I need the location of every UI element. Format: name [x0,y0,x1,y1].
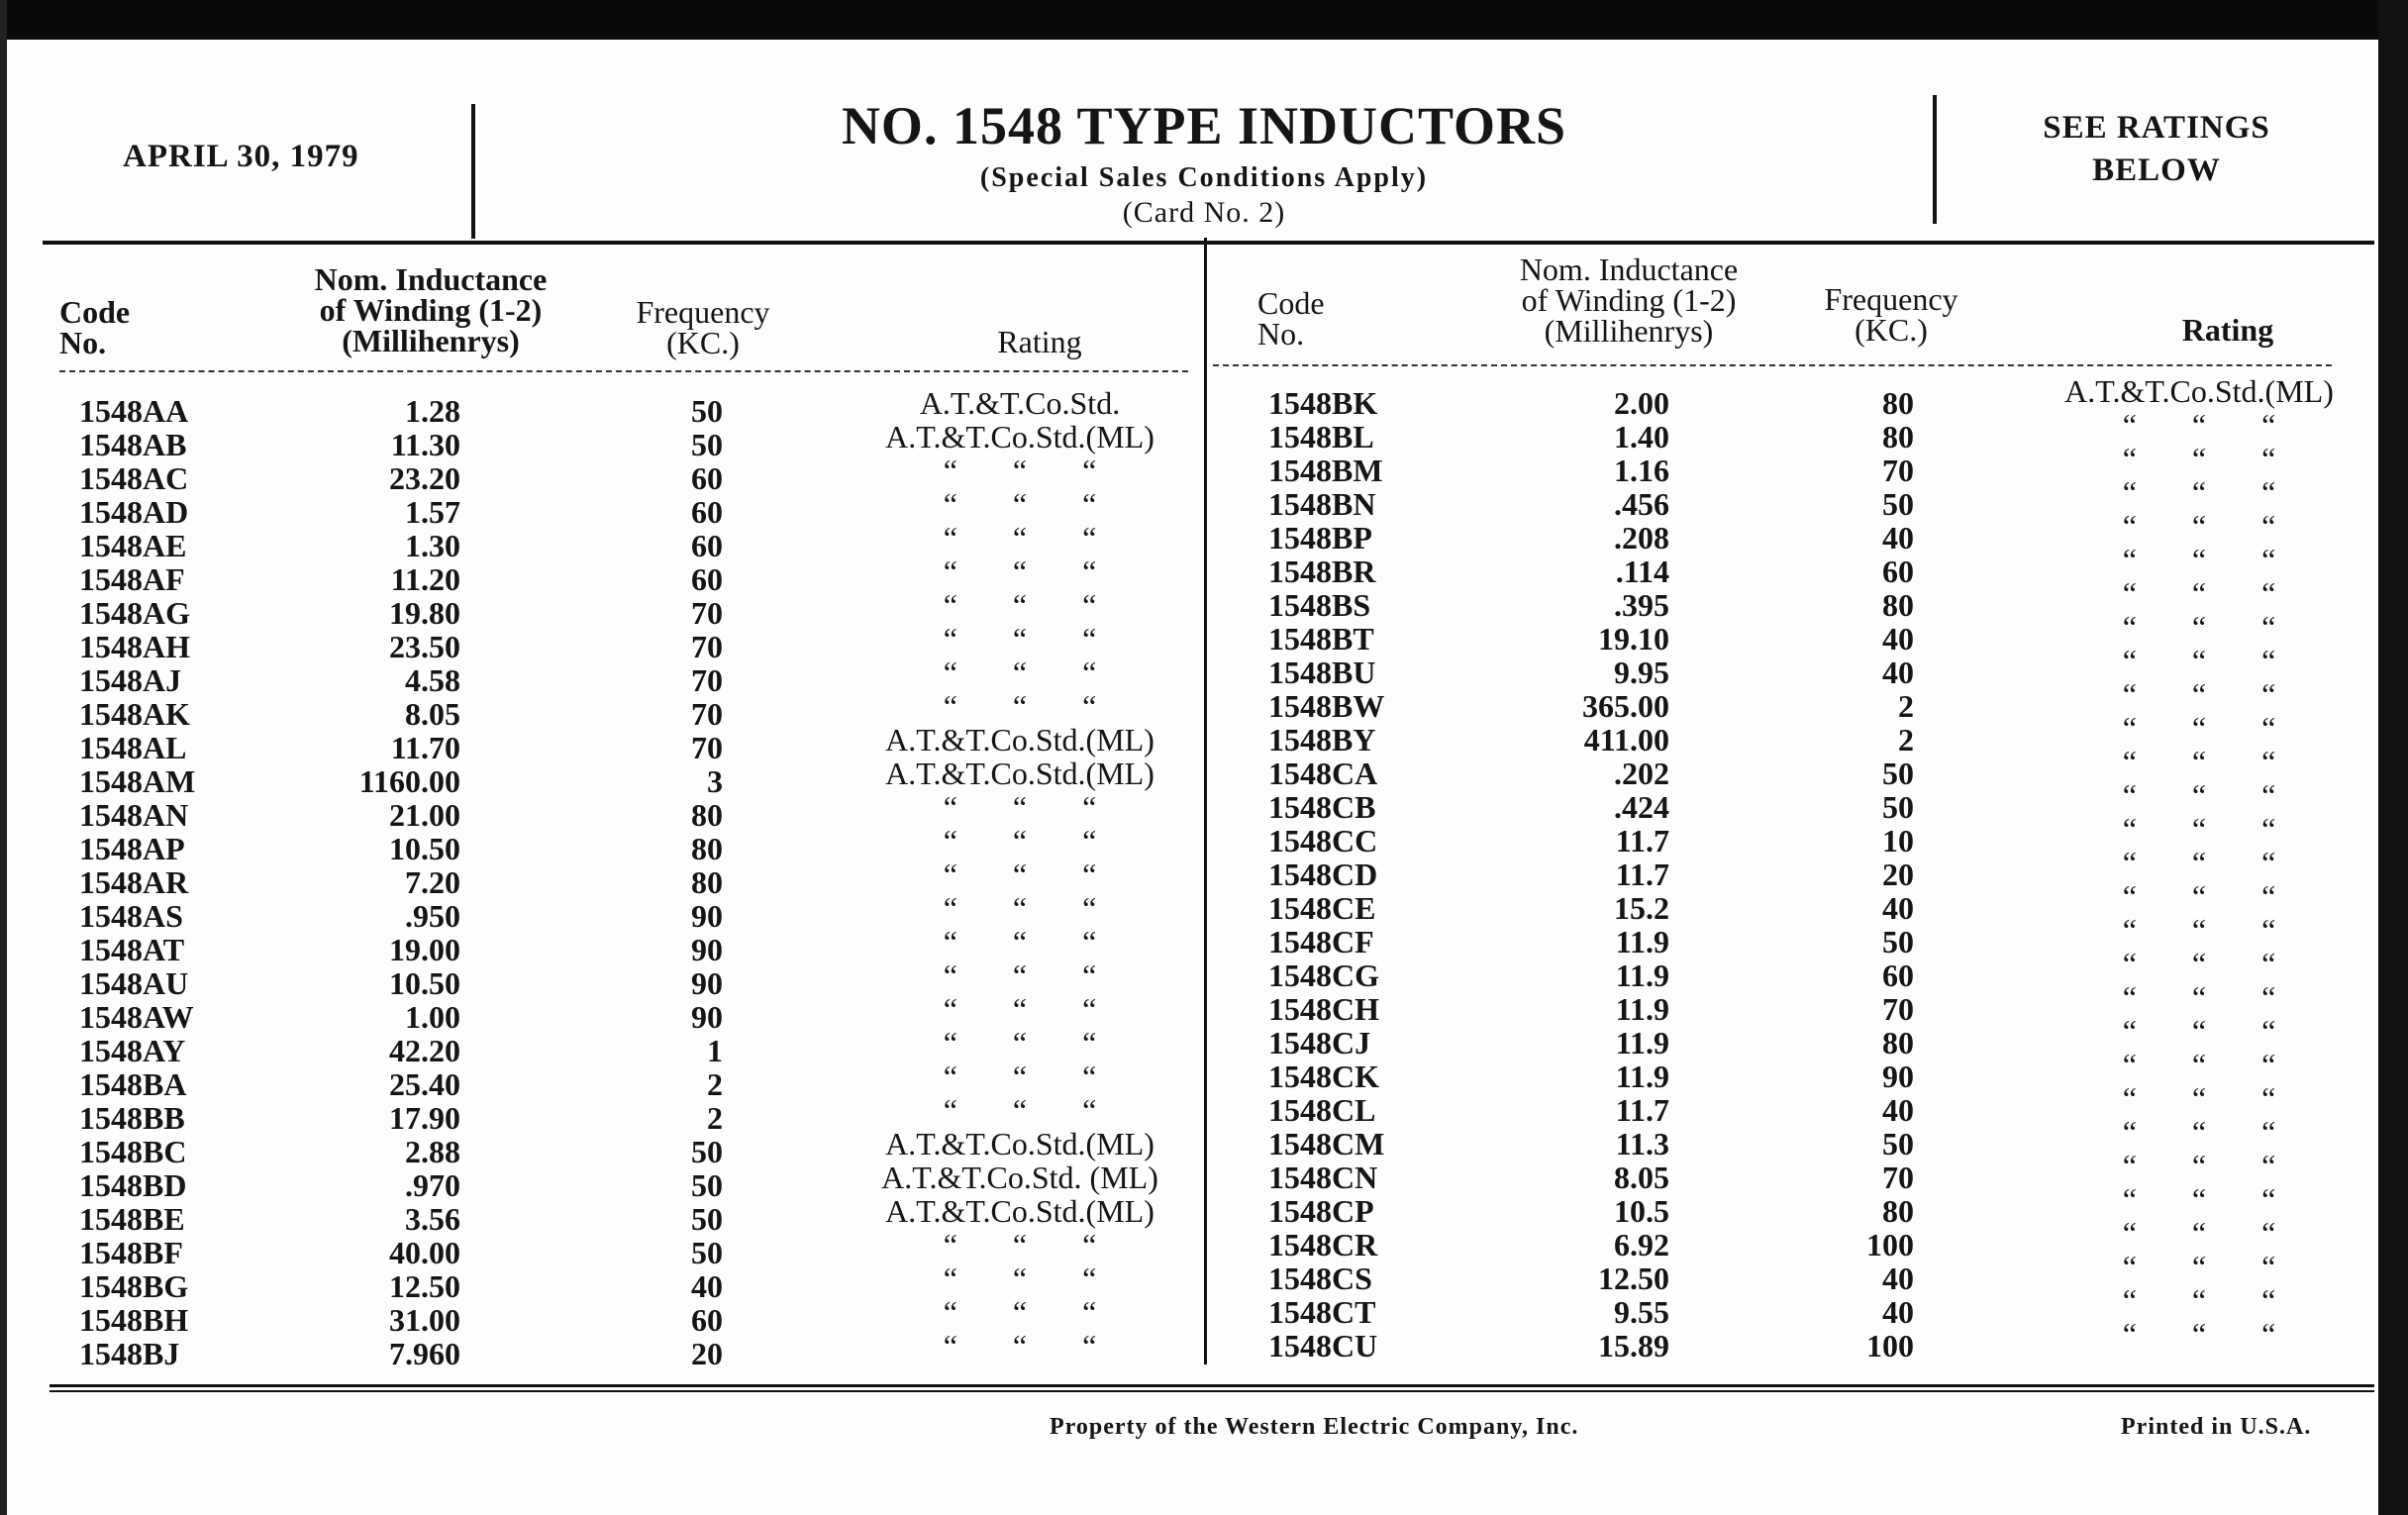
header-ind-line1: Nom. Inductance [314,261,548,297]
frequency-cell: 50 [1882,1126,1914,1162]
code-cell: 1548BS [1268,587,1371,623]
code-cell: 1548CD [1268,857,1378,892]
code-cell: 1548CL [1268,1092,1376,1128]
header-code-line1: Code [59,294,131,330]
frequency-cell: 60 [1882,554,1914,589]
header-ind-line3: (Millihenrys) [342,323,520,358]
code-cell: 1548AH [79,629,190,664]
frequency-cell: 70 [691,662,723,698]
rating-cell: “ “ “ [2122,1181,2276,1217]
inductance-cell: 11.9 [1615,924,1669,960]
frequency-cell: 40 [1882,520,1914,556]
rating-cell: A.T.&T.Co.Std.(ML) [885,722,1154,758]
rating-cell: “ “ “ [943,453,1097,488]
code-cell: 1548CS [1268,1261,1372,1296]
code-cell: 1548CB [1268,789,1376,825]
rating-cell: “ “ “ [943,587,1097,623]
frequency-cell: 70 [691,595,723,631]
rating-cell: “ “ “ [2122,441,2276,476]
frequency-cell: 70 [691,696,723,732]
inductance-cell: 11.20 [390,561,460,597]
right-header-dash-rule [1213,364,2332,366]
header-code-line1: Code [1257,285,1325,321]
code-cell: 1548AU [79,965,189,1001]
frequency-cell: 80 [1882,1193,1914,1229]
rating-cell: “ “ “ [943,520,1097,556]
rating-cell: “ “ “ [943,1227,1097,1262]
inductance-cell: 11.70 [390,730,460,765]
frequency-cell: 50 [691,393,723,429]
inductance-cell: 11.9 [1615,991,1669,1027]
frequency-cell: 70 [691,629,723,664]
inductance-cell: 1.40 [1614,419,1669,454]
header-ind-line1: Nom. Inductance [1519,252,1739,287]
header-freq-line1: Frequency [636,294,770,330]
inductance-cell: 31.00 [389,1302,460,1338]
code-cell: 1548AR [79,864,189,900]
header-freq-line1: Frequency [1824,281,1958,317]
inductance-cell: 23.20 [389,460,460,496]
rating-cell: “ “ “ [2122,744,2276,779]
code-cell: 1548BF [79,1235,183,1270]
code-cell: 1548AG [79,595,190,631]
code-cell: 1548CE [1268,890,1376,926]
inductance-cell: .202 [1614,756,1669,791]
inductance-cell: 19.80 [389,595,460,631]
right-header-rating: Rating [2181,312,2274,348]
frequency-cell: 40 [1882,1261,1914,1296]
frequency-cell: 50 [691,427,723,462]
scan-border-left [0,0,7,1515]
code-cell: 1548AJ [79,662,182,698]
rating-cell: “ “ “ [943,1059,1097,1094]
inductance-cell: 15.89 [1598,1328,1669,1364]
code-cell: 1548CN [1268,1160,1378,1195]
left-header-rating: Rating [997,324,1082,359]
inductance-cell: .424 [1614,789,1669,825]
code-cell: 1548BJ [79,1336,180,1371]
left-header-inductance [267,261,594,358]
rating-cell: A.T.&T.Co.Std. [919,385,1121,421]
bottom-rule-lower [50,1390,2374,1392]
rating-cell: “ “ “ [943,621,1097,656]
code-cell: 1548BY [1268,722,1376,758]
inductance-cell: 10.5 [1614,1193,1669,1229]
rating-cell: A.T.&T.Co.Std.(ML) [885,1126,1154,1162]
frequency-cell: 40 [1882,1294,1914,1330]
inductance-cell: 19.00 [389,932,460,967]
inductance-cell: 10.50 [389,831,460,866]
rating-cell: “ “ “ [2122,1282,2276,1318]
rating-cell: A.T.&T.Co.Std. (ML) [881,1160,1158,1195]
inductance-cell: 411.00 [1583,722,1669,758]
inductance-cell: 11.30 [390,427,460,462]
inductance-cell: 1160.00 [358,763,460,799]
inductance-cell: 8.05 [1614,1160,1669,1195]
rating-cell: “ “ “ [943,1261,1097,1296]
code-cell: 1548BC [79,1134,187,1169]
code-cell: 1548BU [1268,655,1376,690]
code-cell: 1548CA [1268,756,1378,791]
footer-property: Property of the Western Electric Company, Inc. [1050,1414,1579,1440]
code-cell: 1548AF [79,561,185,597]
rating-cell: “ “ “ [2122,575,2276,611]
rating-cell: “ “ “ [2122,845,2276,880]
rating-cell: “ “ “ [2122,1316,2276,1352]
rating-cell: “ “ “ [2122,407,2276,443]
left-header-code [59,294,178,360]
code-cell: 1548CC [1268,823,1378,858]
frequency-cell: 40 [1882,1092,1914,1128]
inductance-cell: 10.50 [389,965,460,1001]
code-cell: 1548CF [1268,924,1374,960]
frequency-cell: 2 [1898,722,1914,758]
frequency-cell: 60 [691,1302,723,1338]
right-header-frequency [1782,281,2000,348]
code-cell: 1548BG [79,1268,189,1304]
frequency-cell: 60 [691,528,723,563]
rating-cell: “ “ “ [943,823,1097,858]
bottom-rule-upper [50,1384,2374,1387]
frequency-cell: 80 [691,831,723,866]
code-cell: 1548AB [79,427,187,462]
header-freq-line2: (KC.) [666,325,740,360]
inductance-cell: 9.95 [1614,655,1669,690]
code-cell: 1548BD [79,1167,187,1203]
frequency-cell: 50 [1882,486,1914,522]
inductance-cell: .208 [1614,520,1669,556]
code-cell: 1548CK [1268,1059,1379,1094]
card-date: APRIL 30, 1979 [123,139,359,174]
code-cell: 1548BM [1268,453,1383,488]
code-cell: 1548AY [79,1033,186,1068]
inductance-cell: 21.00 [389,797,460,833]
inductance-cell: 11.7 [1615,823,1669,858]
frequency-cell: 2 [707,1100,723,1136]
inductance-cell: .950 [405,898,460,934]
rating-cell: “ “ “ [943,688,1097,724]
inductance-cell: 15.2 [1614,890,1669,926]
card-number: (Card No. 2) [1122,196,1286,229]
rating-cell: A.T.&T.Co.Std.(ML) [2064,373,2334,409]
rating-cell: A.T.&T.Co.Std.(ML) [885,1193,1154,1229]
rating-cell: “ “ “ [2122,676,2276,712]
page-subtitle: (Special Sales Conditions Apply) [979,162,1429,193]
frequency-cell: 80 [1882,1025,1914,1060]
inductance-cell: 12.50 [389,1268,460,1304]
frequency-cell: 90 [1882,1059,1914,1094]
code-cell: 1548AS [79,898,183,934]
right-header-code [1257,285,1376,352]
frequency-cell: 3 [707,763,723,799]
header-ind-line2: of Winding (1-2) [1521,282,1737,318]
inductance-cell: 1.28 [405,393,460,429]
ratings-note [1939,107,2374,192]
rating-cell: “ “ “ [2122,474,2276,510]
rating-cell: “ “ “ [2122,912,2276,948]
frequency-cell: 60 [691,561,723,597]
frequency-cell: 50 [1882,756,1914,791]
ratings-note-line2: BELOW [2092,152,2221,188]
frequency-cell: 1 [707,1033,723,1068]
frequency-cell: 20 [1882,857,1914,892]
page-title: NO. 1548 TYPE INDUCTORS [841,96,1567,155]
inductance-cell: 40.00 [389,1235,460,1270]
code-cell: 1548BL [1268,419,1374,454]
inductance-cell: .395 [1614,587,1669,623]
rating-cell: “ “ “ [943,655,1097,690]
frequency-cell: 50 [691,1134,723,1169]
frequency-cell: 40 [691,1268,723,1304]
inductance-cell: 7.960 [389,1336,460,1371]
inductance-cell: 11.7 [1615,1092,1669,1128]
rating-cell: “ “ “ [2122,1148,2276,1183]
code-cell: 1548BK [1268,385,1378,421]
rating-cell: “ “ “ [2122,542,2276,577]
frequency-cell: 100 [1866,1328,1914,1364]
frequency-cell: 40 [1882,655,1914,690]
rating-cell: “ “ “ [943,1328,1097,1364]
header-ind-line3: (Millihenrys) [1544,313,1714,349]
code-cell: 1548CT [1268,1294,1376,1330]
inductance-cell: 11.9 [1615,1025,1669,1060]
code-cell: 1548CP [1268,1193,1374,1229]
frequency-cell: 90 [691,965,723,1001]
inductance-cell: 11.7 [1615,857,1669,892]
rating-cell: “ “ “ [2122,777,2276,813]
inductance-cell: 3.56 [405,1201,460,1237]
code-cell: 1548BP [1268,520,1372,556]
rating-cell: “ “ “ [943,1294,1097,1330]
rating-cell: “ “ “ [943,1092,1097,1128]
rating-cell: “ “ “ [2122,1114,2276,1150]
header-ind-line2: of Winding (1-2) [319,292,543,328]
inductance-cell: 365.00 [1582,688,1669,724]
frequency-cell: 80 [1882,587,1914,623]
inductance-cell: 9.55 [1614,1294,1669,1330]
table-row [1268,1316,2377,1364]
inductance-cell: 6.92 [1614,1227,1669,1262]
rating-cell: “ “ “ [2122,1249,2276,1284]
code-cell: 1548AT [79,932,185,967]
inductance-cell: 17.90 [389,1100,460,1136]
inductance-cell: 2.00 [1614,385,1669,421]
rating-cell: “ “ “ [2122,811,2276,847]
frequency-cell: 50 [1882,924,1914,960]
rating-cell: “ “ “ [943,1025,1097,1060]
rating-cell: “ “ “ [2122,878,2276,914]
inductance-cell: 8.05 [405,696,460,732]
rating-cell: A.T.&T.Co.Std.(ML) [885,756,1154,791]
code-cell: 1548AA [79,393,189,429]
inductance-cell: 11.3 [1615,1126,1669,1162]
inductance-cell: 11.9 [1615,958,1669,993]
code-cell: 1548AD [79,494,189,530]
rating-cell: “ “ “ [2122,609,2276,645]
inductance-cell: 1.00 [405,999,460,1035]
code-cell: 1548BH [79,1302,189,1338]
rating-cell: “ “ “ [2122,1215,2276,1251]
frequency-cell: 50 [1882,789,1914,825]
rating-cell: “ “ “ [943,857,1097,892]
inductance-cell: 12.50 [1598,1261,1669,1296]
frequency-cell: 50 [691,1201,723,1237]
header-freq-line2: (KC.) [1855,312,1928,348]
left-header-frequency [594,294,812,360]
frequency-cell: 50 [691,1167,723,1203]
frequency-cell: 10 [1882,823,1914,858]
inductance-cell: 11.9 [1615,1059,1669,1094]
frequency-cell: 2 [1898,688,1914,724]
rating-cell: “ “ “ [943,486,1097,522]
rating-cell: “ “ “ [943,890,1097,926]
inductance-cell: 19.10 [1598,621,1669,656]
code-cell: 1548AM [79,763,196,799]
header-code-line2: No. [59,325,107,360]
right-header-inductance [1465,254,1792,347]
footer-printed: Printed in U.S.A. [2121,1414,2312,1440]
code-cell: 1548AW [79,999,194,1035]
frequency-cell: 70 [691,730,723,765]
frequency-cell: 70 [1882,991,1914,1027]
frequency-cell: 80 [691,797,723,833]
header-code-line2: No. [1257,316,1305,352]
frequency-cell: 60 [691,460,723,496]
inductance-cell: 23.50 [389,629,460,664]
frequency-cell: 60 [691,494,723,530]
frequency-cell: 100 [1866,1227,1914,1262]
rating-cell: “ “ “ [2122,710,2276,746]
code-cell: 1548AK [79,696,190,732]
inductance-cell: 1.30 [405,528,460,563]
inductance-cell: 4.58 [405,662,460,698]
rating-cell: “ “ “ [2122,946,2276,981]
frequency-cell: 80 [1882,419,1914,454]
inductance-cell: 7.20 [405,864,460,900]
frequency-cell: 90 [691,999,723,1035]
code-cell: 1548CU [1268,1328,1378,1364]
inductance-cell: .456 [1614,486,1669,522]
frequency-cell: 80 [1882,385,1914,421]
left-header-dash-rule [59,370,1188,372]
rating-cell: “ “ “ [943,958,1097,993]
rating-cell: “ “ “ [2122,643,2276,678]
rating-cell: “ “ “ [943,924,1097,960]
frequency-cell: 20 [691,1336,723,1371]
inductance-cell: .970 [405,1167,460,1203]
frequency-cell: 70 [1882,1160,1914,1195]
code-cell: 1548CM [1268,1126,1385,1162]
table-row [79,1328,1198,1371]
inductance-cell: .114 [1615,554,1669,589]
inductance-cell: 42.20 [389,1033,460,1068]
rating-cell: “ “ “ [2122,1047,2276,1082]
rating-cell: “ “ “ [2122,1013,2276,1049]
rating-cell: “ “ “ [2122,979,2276,1015]
rating-cell: “ “ “ [2122,508,2276,544]
inductance-cell: 1.57 [405,494,460,530]
rating-cell: “ “ “ [2122,1080,2276,1116]
header-rule [43,241,2374,245]
code-cell: 1548CG [1268,958,1379,993]
frequency-cell: 70 [1882,453,1914,488]
frequency-cell: 60 [1882,958,1914,993]
inductance-cell: 1.16 [1614,453,1669,488]
header-divider-right [1933,95,1937,224]
code-cell: 1548AP [79,831,185,866]
rating-cell: A.T.&T.Co.Std.(ML) [885,419,1154,454]
code-cell: 1548AL [79,730,187,765]
rating-cell: “ “ “ [943,991,1097,1027]
frequency-cell: 40 [1882,890,1914,926]
code-cell: 1548BT [1268,621,1374,656]
code-cell: 1548BR [1268,554,1376,589]
frequency-cell: 90 [691,898,723,934]
code-cell: 1548CH [1268,991,1379,1027]
frequency-cell: 90 [691,932,723,967]
code-cell: 1548AE [79,528,187,563]
frequency-cell: 80 [691,864,723,900]
code-cell: 1548AC [79,460,189,496]
code-cell: 1548BN [1268,486,1376,522]
frequency-cell: 2 [707,1066,723,1102]
inductance-cell: 25.40 [389,1066,460,1102]
code-cell: 1548BA [79,1066,187,1102]
code-cell: 1548CJ [1268,1025,1371,1060]
code-cell: 1548BB [79,1100,185,1136]
code-cell: 1548BW [1268,688,1385,724]
frequency-cell: 40 [1882,621,1914,656]
scan-border-top [0,0,2408,40]
rating-cell: “ “ “ [943,789,1097,825]
code-cell: 1548BE [79,1201,185,1237]
inductance-cell: 2.88 [405,1134,460,1169]
ratings-note-line1: SEE RATINGS [2043,110,2270,146]
code-cell: 1548CR [1268,1227,1378,1262]
frequency-cell: 50 [691,1235,723,1270]
rating-cell: “ “ “ [943,554,1097,589]
code-cell: 1548AN [79,797,189,833]
